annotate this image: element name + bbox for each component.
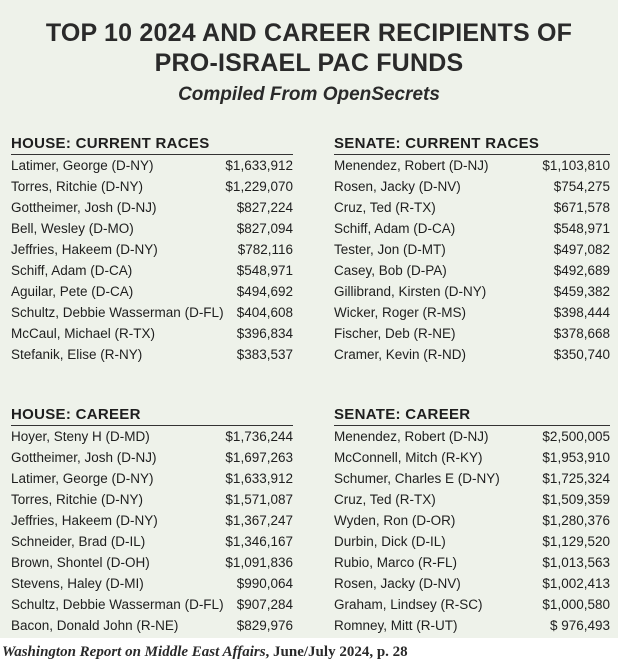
recipient-name: Durbin, Dick (D-IL) (334, 534, 446, 549)
recipient-name: Torres, Ritchie (D-NY) (11, 492, 144, 507)
table-row (334, 302, 610, 323)
amount-value: $492,689 (553, 263, 610, 278)
senate-current-races-table (334, 134, 610, 365)
table-row (334, 594, 610, 615)
amount-value: $494,692 (236, 284, 293, 299)
recipient-name: Hoyer, Steny H (D-MD) (11, 429, 150, 444)
amount-value: $907,284 (236, 597, 293, 612)
recipient-name: McCaul, Michael (R-TX) (11, 326, 156, 341)
recipient-name: McConnell, Mitch (R-KY) (334, 450, 483, 465)
section-heading: SENATE: CURRENT RACES (334, 134, 610, 155)
recipient-name: Gottheimer, Josh (D-NJ) (11, 200, 157, 215)
recipient-name: Rubio, Marco (R-FL) (334, 555, 458, 570)
amount-value: $1,725,324 (542, 471, 610, 486)
recipient-name: Schiff, Adam (D-CA) (334, 221, 456, 236)
table-row (11, 155, 293, 176)
table-row (11, 594, 293, 615)
table-row (11, 510, 293, 531)
recipient-name: Gottheimer, Josh (D-NJ) (11, 450, 157, 465)
amount-value: $1,697,263 (225, 450, 293, 465)
table-row (11, 323, 293, 344)
recipient-name: Aguilar, Pete (D-CA) (11, 284, 134, 299)
table-row (11, 468, 293, 489)
table-row (334, 239, 610, 260)
recipient-name: Rosen, Jacky (D-NV) (334, 179, 461, 194)
recipient-name: Bell, Wesley (D-MO) (11, 221, 134, 236)
amount-value: $383,537 (236, 347, 293, 362)
recipient-name: Cruz, Ted (R-TX) (334, 492, 436, 507)
amount-value: $1,280,376 (542, 513, 610, 528)
table-rows (334, 426, 610, 636)
amount-value: $782,116 (237, 242, 293, 257)
recipient-name: Schultz, Debbie Wasserman (D-FL) (11, 305, 224, 320)
amount-value: $548,971 (553, 221, 610, 236)
table-row (334, 510, 610, 531)
recipient-name: Menendez, Robert (D-NJ) (334, 429, 489, 444)
recipient-name: Romney, Mitt (R-UT) (334, 618, 458, 633)
recipient-name: Gillibrand, Kirsten (D-NY) (334, 284, 487, 299)
table-row (11, 447, 293, 468)
recipient-name: Torres, Ritchie (D-NY) (11, 179, 144, 194)
recipient-name: Latimer, George (D-NY) (11, 158, 154, 173)
recipient-name: Jeffries, Hakeem (D-NY) (11, 242, 158, 257)
amount-value: $548,971 (236, 263, 293, 278)
table-row (11, 197, 293, 218)
table-row (11, 531, 293, 552)
house-current-races-table (11, 134, 293, 365)
table-row (334, 344, 610, 365)
recipient-name: Stefanik, Elise (R-NY) (11, 347, 143, 362)
table-row (334, 468, 610, 489)
amount-value: $990,064 (236, 576, 293, 591)
recipient-name: Graham, Lindsey (R-SC) (334, 597, 483, 612)
amount-value: $1,091,836 (225, 555, 293, 570)
amount-value: $1,736,244 (225, 429, 293, 444)
table-row (11, 260, 293, 281)
recipient-name: Schiff, Adam (D-CA) (11, 263, 133, 278)
recipient-name: Schumer, Charles E (D-NY) (334, 471, 500, 486)
table-row (334, 552, 610, 573)
amount-value: $398,444 (553, 305, 610, 320)
amount-value: $827,224 (236, 200, 293, 215)
amount-value: $1,633,912 (225, 471, 293, 486)
amount-value: $1,013,563 (542, 555, 610, 570)
recipient-name: Stevens, Haley (D-MI) (11, 576, 144, 591)
recipient-name: Casey, Bob (D-PA) (334, 263, 447, 278)
senate-career-table (334, 405, 610, 636)
recipient-name: Bacon, Donald John (R-NE) (11, 618, 179, 633)
table-row (334, 531, 610, 552)
section-heading: HOUSE: CURRENT RACES (11, 134, 293, 155)
table-row (334, 323, 610, 344)
amount-value: $404,608 (236, 305, 293, 320)
table-row (11, 302, 293, 323)
table-row (334, 281, 610, 302)
table-row (334, 447, 610, 468)
table-row (11, 239, 293, 260)
recipient-name: Schultz, Debbie Wasserman (D-FL) (11, 597, 224, 612)
recipient-name: Wicker, Roger (R-MS) (334, 305, 467, 320)
table-row (334, 426, 610, 447)
table-rows (11, 155, 293, 365)
recipient-name: Jeffries, Hakeem (D-NY) (11, 513, 158, 528)
amount-value: $1,129,520 (542, 534, 610, 549)
amount-value: $378,668 (553, 326, 610, 341)
table-row (11, 426, 293, 447)
recipient-name: Cramer, Kevin (R-ND) (334, 347, 467, 362)
table-row (11, 281, 293, 302)
amount-value: $827,094 (236, 221, 293, 236)
recipient-name: Menendez, Robert (D-NJ) (334, 158, 489, 173)
amount-value: $754,275 (553, 179, 610, 194)
recipient-name: Tester, Jon (D-MT) (334, 242, 446, 257)
amount-value: $2,500,005 (542, 429, 610, 444)
house-career-table (11, 405, 293, 636)
recipient-name: Wyden, Ron (D-OR) (334, 513, 456, 528)
recipient-name: Latimer, George (D-NY) (11, 471, 154, 486)
amount-value: $1,633,912 (225, 158, 293, 173)
table-row (334, 615, 610, 636)
table-rows (11, 426, 293, 636)
recipient-name: Schneider, Brad (D-IL) (11, 534, 146, 549)
table-rows (334, 155, 610, 365)
table-row (334, 197, 610, 218)
table-row (11, 615, 293, 636)
recipient-name: Cruz, Ted (R-TX) (334, 200, 436, 215)
amount-value: $1,000,580 (542, 597, 610, 612)
recipient-name: Fischer, Deb (R-NE) (334, 326, 456, 341)
amount-value: $ 976,493 (549, 618, 610, 633)
page-title (0, 18, 618, 78)
table-row (11, 489, 293, 510)
amount-value: $350,740 (553, 347, 610, 362)
recipient-name: Brown, Shontel (D-OH) (11, 555, 150, 570)
publication-name: Washington Report on Middle East Affairs (2, 644, 266, 660)
table-row (334, 155, 610, 176)
table-row (11, 573, 293, 594)
table-row (11, 552, 293, 573)
issue-info: , June/July 2024, p. 28 (265, 644, 408, 660)
amount-value: $1,346,167 (225, 534, 293, 549)
source-caption (2, 644, 408, 661)
amount-value: $396,834 (236, 326, 293, 341)
table-row (334, 489, 610, 510)
amount-value: $671,578 (553, 200, 610, 215)
amount-value: $1,953,910 (542, 450, 610, 465)
amount-value: $829,976 (236, 618, 293, 633)
table-row (334, 573, 610, 594)
recipient-name: Rosen, Jacky (D-NV) (334, 576, 461, 591)
title-line-2: PRO-ISRAEL PAC FUNDS (154, 49, 464, 77)
table-row (334, 218, 610, 239)
amount-value: $1,002,413 (542, 576, 610, 591)
amount-value: $1,571,087 (225, 492, 293, 507)
table-row (11, 218, 293, 239)
amount-value: $497,082 (553, 242, 610, 257)
section-heading: HOUSE: CAREER (11, 405, 293, 426)
table-row (11, 344, 293, 365)
section-heading: SENATE: CAREER (334, 405, 610, 426)
table-row (334, 260, 610, 281)
table-row (334, 176, 610, 197)
amount-value: $1,367,247 (225, 513, 293, 528)
title-line-1: TOP 10 2024 AND CAREER RECIPIENTS OF (45, 19, 573, 47)
amount-value: $1,509,359 (542, 492, 610, 507)
amount-value: $1,103,810 (542, 158, 610, 173)
amount-value: $1,229,070 (225, 179, 293, 194)
table-row (11, 176, 293, 197)
amount-value: $459,382 (553, 284, 610, 299)
subtitle: Compiled From OpenSecrets (178, 84, 440, 105)
